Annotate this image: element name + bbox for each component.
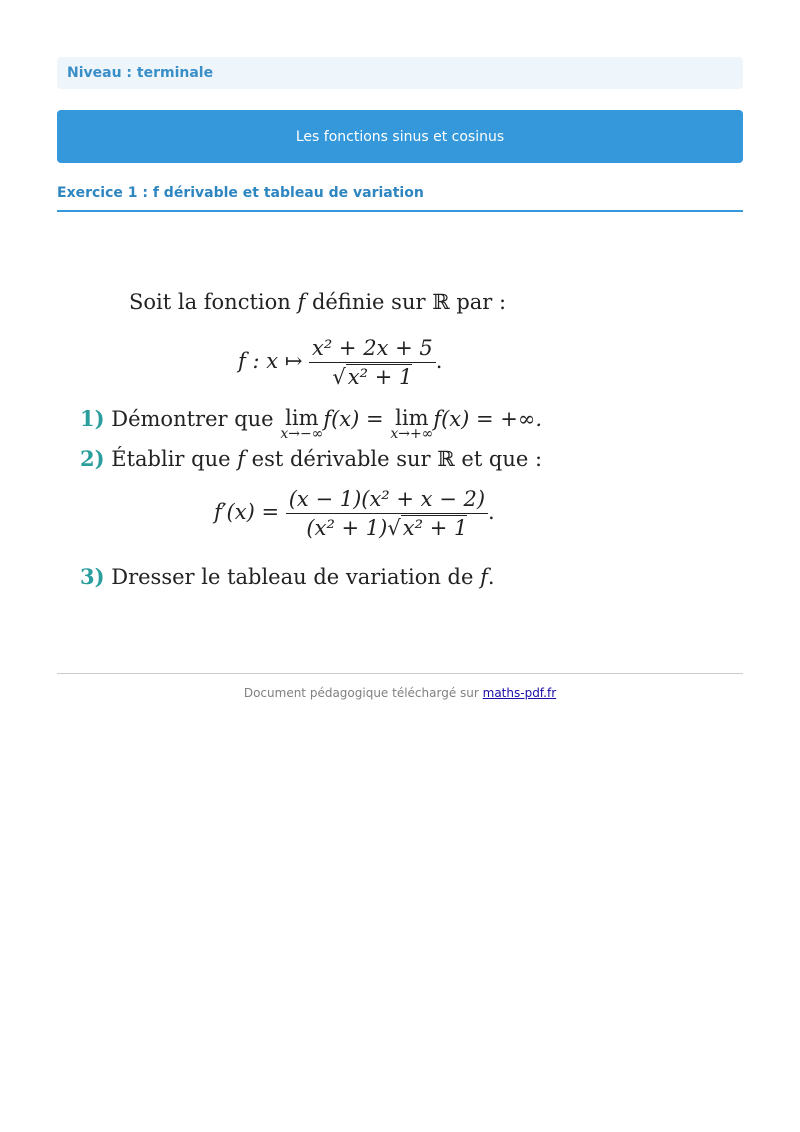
page-title: Les fonctions sinus et cosinus [295, 128, 505, 145]
question-3: 3) Dresser le tableau de variation de f. [80, 564, 495, 589]
question-number: 2) [80, 446, 105, 471]
footer-link[interactable]: maths-pdf.fr [482, 686, 557, 700]
title-banner [57, 110, 743, 163]
footer-divider [57, 673, 743, 674]
question-2: 2) Établir que f est dérivable sur ℝ et que : [80, 446, 543, 471]
derivative-fraction: $\frac{\text{(x − 1)(x² + x − 2)}}{\text{(x² + 1)√x² + 1}}$ [286, 487, 488, 540]
function-definition: f : x ↦ $\frac{\text{x² + 2x + 5}}{\text{√x² + 1}}$ . [238, 336, 443, 389]
exercise-intro: Soit la fonction f définie sur ℝ par : [129, 290, 507, 314]
footer [57, 686, 743, 700]
limit-plus-infinity: lim x→+∞ [390, 406, 434, 442]
question-number: 1) [80, 406, 105, 431]
level-label: Niveau : terminale [67, 65, 214, 81]
question-1: 1) Démontrer que lim x→−∞ f(x) = lim x→+∞ f(x) = +∞. [80, 406, 543, 442]
footer-text: Document pédagogique téléchargé sur [243, 686, 483, 700]
definition-fraction: $\frac{\text{x² + 2x + 5}}{\text{√x² + 1}}$ [309, 336, 436, 389]
exercise-title: Exercice 1 : f dérivable et tableau de variation [57, 185, 743, 212]
level-banner [57, 57, 743, 89]
derivative-formula: f′(x) = $\frac{\text{(x − 1)(x² + x − 2)}}{\text{(x² + 1)√x² + 1}}$ . [214, 487, 495, 540]
question-number: 3) [80, 564, 105, 589]
limit-minus-infinity: lim x→−∞ [280, 406, 324, 442]
